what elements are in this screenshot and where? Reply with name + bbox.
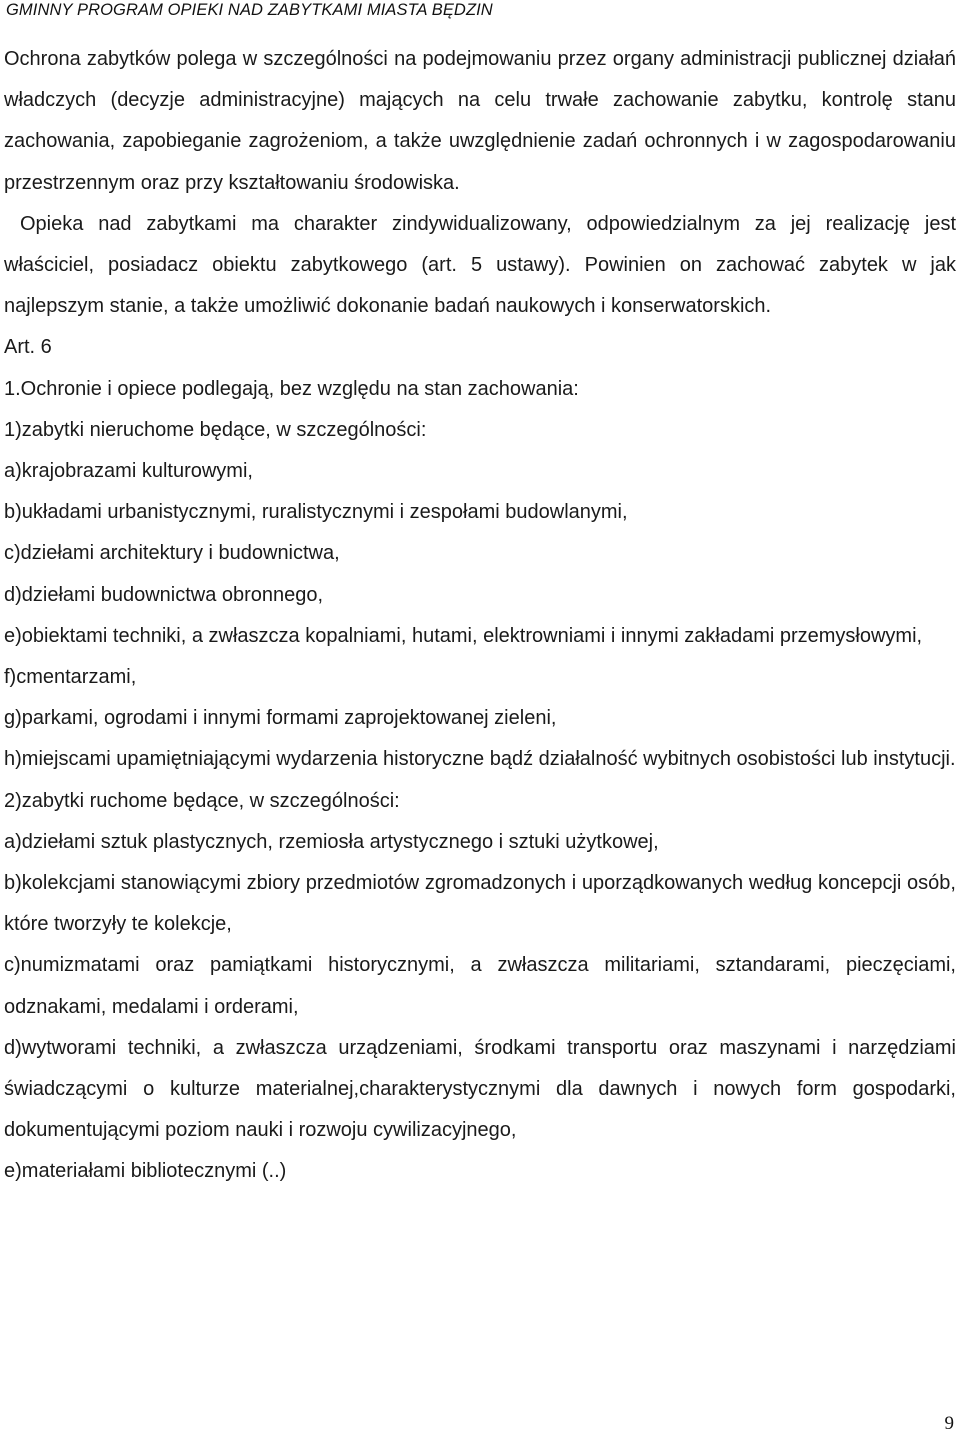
list-item: d)wytworami techniki, a zwłaszcza urządzeniami, środkami transportu oraz maszynami i narzędziami świadczącymi o kulturze materialnej,charakterystycznymi dla dawnych i nowych form gospodarki, dokumentującymi poziom nauki i rozwoju cywilizacyjnego, (4, 1036, 956, 1142)
page-header: GMINNY PROGRAM OPIEKI NAD ZABYTKAMI MIASTA BĘDZIN (6, 1, 493, 19)
list-item: a)krajobrazami kulturowymi, (4, 460, 253, 483)
list-item: d)dziełami budownictwa obronnego, (4, 583, 324, 606)
list-item: 1)zabytki nieruchome będące, w szczególności: (4, 418, 427, 441)
list-item: g)parkami, ogrodami i innymi formami zaprojektowanej zieleni, (4, 707, 557, 730)
document-body (4, 39, 956, 1193)
list-item: e)materiałami bibliotecznymi (..) (4, 1160, 287, 1183)
article-heading: Art. 6 (4, 336, 52, 359)
page-number: 9 (944, 1413, 954, 1434)
list-item: h)miejscami upamiętniającymi wydarzenia historyczne bądź działalność wybitnych osobistości lub instytucji. (4, 748, 956, 771)
list-item: c)dziełami architektury i budownictwa, (4, 542, 340, 565)
list-item: 2)zabytki ruchome będące, w szczególności: (4, 789, 400, 812)
list-item: 1.Ochronie i opiece podlegają, bez względu na stan zachowania: (4, 377, 579, 400)
list-item: f)cmentarzami, (4, 666, 137, 689)
list-item: e)obiektami techniki, a zwłaszcza kopalniami, hutami, elektrowniami i innymi zakładami przemysłowymi, (4, 624, 923, 647)
list-item: b)kolekcjami stanowiącymi zbiory przedmiotów zgromadzonych i uporządkowanych według koncepcji osób, które tworzyły te kolekcje, (4, 872, 956, 936)
list-item: b)układami urbanistycznymi, ruralistycznymi i zespołami budowlanymi, (4, 501, 628, 524)
list-item: c)numizmatami oraz pamiątkami historycznymi, a zwłaszcza militariami, sztandarami, pieczęciami, odznakami, medalami i orderami, (4, 954, 956, 1018)
paragraph-ochrona-zabytkow: Ochrona zabytków polega w szczególności na podejmowaniu przez organy administracji publicznej działań władczych (decyzje administracyjne) mających na celu trwałe zachowanie zabytku, kontrolę stanu zachowania, zapobieganie zagrożeniom, a także uwzględnienie zadań ochronnych i w zagospodarowaniu przestrzennym oraz przy kształtowaniu środowiska. (4, 48, 956, 194)
list-item: a)dziełami sztuk plastycznych, rzemiosła artystycznego i sztuki użytkowej, (4, 830, 659, 853)
paragraph-opieka-nad-zabytkami: Opieka nad zabytkami ma charakter zindywidualizowany, odpowiedzialnym za jej realizację jest właściciel, posiadacz obiektu zabytkowego (art. 5 ustawy). Powinien on zachować zabytek w jak najlepszym stanie, a także umożliwić dokonanie badań naukowych i konserwatorskich. (4, 212, 956, 318)
